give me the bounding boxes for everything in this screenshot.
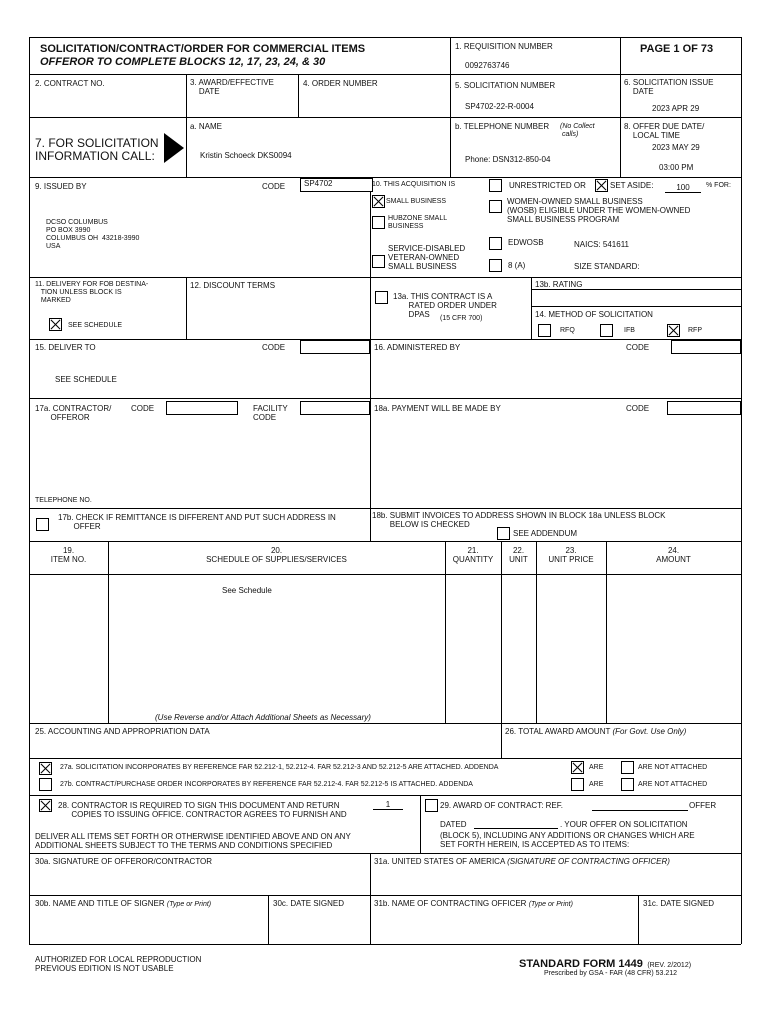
issued-code[interactable]: SP4702 [300,178,373,192]
rated-order-checkbox[interactable] [375,291,388,304]
requisition-label: 1. REQUISITION NUMBER [455,42,553,51]
rfp-label: RFP [688,327,702,334]
rfp-checkbox[interactable] [667,324,680,337]
contractor-sign-label: 28. CONTRACTOR IS REQUIRED TO SIGN THIS DOCUMENT AND RETURN COPIES TO ISSUING OFFICE. CONTRACTOR AGREES TO FURNISH AND [58,801,347,819]
col-header-quantity: 21. QUANTITY [452,546,494,564]
administered-code-field[interactable] [671,340,741,354]
hubzone-label: HUBZONE SMALL BUSINESS [388,215,448,230]
contractor-code-label: CODE [131,404,155,413]
size-standard-label: SIZE STANDARD: [574,262,640,271]
issue-date[interactable]: 2023 APR 29 [652,104,700,113]
method-label: 14. METHOD OF SOLICITATION [535,310,653,319]
deliver-items-label: DELIVER ALL ITEMS SET FORTH OR OTHERWISE IDENTIFIED ABOVE AND ON ANY ADDITIONAL SHEETS SUBJECT TO THE TERMS AND CONDITIONS SPECIFIED [35,832,351,850]
contract-no-label: 2. CONTRACT NO. [35,79,105,88]
contractor-code-field[interactable] [166,401,238,415]
wosb-label: WOMEN-OWNED SMALL BUSINESS (WOSB) ELIGIBLE UNDER THE WOMEN-OWNED SMALL BUSINESS PROGRAM [507,197,691,224]
sdvosb-checkbox[interactable] [372,255,385,268]
naics-code: NAICS: 541611 [574,240,629,249]
form-subtitle: OFFEROR TO COMPLETE BLOCKS 12, 17, 23, 24, & 30 [40,56,326,68]
delivery-fob-label: 11. DELIVERY FOR FOB DESTINA- TION UNLESS BLOCK IS MARKED [35,281,149,304]
ifb-label: IFB [624,327,635,334]
unrestricted-checkbox[interactable] [489,179,502,192]
hubzone-checkbox[interactable] [372,216,385,229]
prescribed-by: Prescribed by GSA - FAR (48 CFR) 53.212 [544,970,678,977]
telephone-number[interactable]: Phone: DSN312-850-04 [465,155,551,164]
deliver-code-field[interactable] [300,340,370,354]
standard-form-title: STANDARD FORM 1449 [519,958,643,970]
offer-due-label: 8. OFFER DUE DATE/ LOCAL TIME [624,122,705,140]
see-schedule-label: SEE SCHEDULE [68,322,123,329]
col-header-item-no: 19. ITEM NO. [50,546,87,564]
usa-signature-label: 31a. UNITED STATES OF AMERICA [374,857,505,866]
issued-code-label: CODE [262,182,286,191]
see-addendum-checkbox[interactable] [497,527,510,540]
wosb-checkbox[interactable] [489,200,502,213]
remittance-label: 17b. CHECK IF REMITTANCE IS DIFFERENT AND PUT SUCH ADDRESS IN OFFER [58,513,336,531]
27b-are-checkbox[interactable] [571,778,584,791]
block5-label: (BLOCK 5), INCLUDING ANY ADDITIONS OR CHANGES WHICH ARE SET FORTH HEREIN, IS ACCEPTED AS TO ITEMS: [440,831,695,849]
submit-invoices-label: 18b. SUBMIT INVOICES TO ADDRESS SHOWN IN BLOCK 18a UNLESS BLOCK BELOW IS CHECKED [372,511,666,529]
no-collect-note: (No Collect calls) [560,123,595,138]
set-aside-percent[interactable]: 100 [665,183,701,193]
col-header-schedule: 20. SCHEDULE OF SUPPLIES/SERVICES [206,546,347,564]
form-revision: (REV. 2/2012) [647,962,692,969]
issuer-address: DCSO COLUMBUS PO BOX 3990 COLUMBUS OH 43218-3990 USA [46,219,140,250]
schedule-see-schedule: See Schedule [222,586,272,595]
percent-for-label: % FOR: [706,182,731,189]
27a-are-checkbox[interactable] [571,761,584,774]
27b-are-not-checkbox[interactable] [621,778,634,791]
solicitation-info-label: 7. FOR SOLICITATION INFORMATION CALL: [35,136,159,163]
dated-line[interactable] [474,828,558,829]
award-contract-checkbox[interactable] [425,799,438,812]
page-count: PAGE 1 OF 73 [640,43,714,55]
acquisition-label: 10. THIS ACQUISITION IS [372,181,456,188]
offeror-signature-label: 30a. SIGNATURE OF OFFEROR/CONTRACTOR [35,857,213,866]
reproduction-note: AUTHORIZED FOR LOCAL REPRODUCTION PREVIOUS EDITION IS NOT USABLE [35,955,202,973]
administered-code-label: CODE [626,343,650,352]
dated-label: DATED [440,820,467,829]
unrestricted-label: UNRESTRICTED OR [509,181,586,190]
contractor-label: 17a. CONTRACTOR/ OFFEROR [35,404,112,422]
dpas-cfr-label: (15 CFR 700) [440,315,483,322]
payment-code-field[interactable] [667,401,741,415]
col-header-amount: 24. AMOUNT [656,546,691,564]
issued-by-label: 9. ISSUED BY [35,182,87,191]
contractor-sign-checkbox[interactable] [39,799,52,812]
27a-are-not-checkbox[interactable] [621,761,634,774]
small-business-label: SMALL BUSINESS [386,198,447,205]
administered-by-label: 16. ADMINISTERED BY [374,343,461,352]
solicitation-number-label: 5. SOLICITATION NUMBER [455,81,556,90]
accounting-label: 25. ACCOUNTING AND APPROPRIATION DATA [35,727,210,736]
telephone-no-label: TELEPHONE NO. [35,497,92,504]
officer-name-label: 31b. NAME OF CONTRACTING OFFICER [374,899,527,908]
edwosb-checkbox[interactable] [489,237,502,250]
27a-are-not-label: ARE NOT ATTACHED [638,764,708,771]
discount-terms-label: 12. DISCOUNT TERMS [190,281,276,290]
officer-date-signed-label: 31c. DATE SIGNED [643,899,714,908]
contracting-officer-note: (SIGNATURE OF CONTRACTING OFFICER) [507,857,670,866]
set-aside-label: SET ASIDE: [610,181,654,190]
rating-label: 13b. RATING [535,280,583,289]
arrow-right-icon [164,133,186,163]
contact-name-label: a. NAME [190,122,223,131]
officer-type-print-note: (Type or Print) [528,901,573,908]
27b-are-not-label: ARE NOT ATTACHED [638,781,708,788]
contact-name[interactable]: Kristin Schoeck DKS0094 [200,151,292,160]
your-offer-label: . YOUR OFFER ON SOLICITATION [560,820,688,829]
27a-are-label: ARE [589,764,604,771]
deliver-to-label: 15. DELIVER TO [35,343,96,352]
copies-count[interactable]: 1 [373,800,403,810]
eight-a-checkbox[interactable] [489,259,502,272]
offer-due-time[interactable]: 03:00 PM [659,163,694,172]
27b-are-label: ARE [589,781,604,788]
clause-27b-label: 27b. CONTRACT/PURCHASE ORDER INCORPORATES BY REFERENCE FAR 52.212-4. FAR 52.212-5 IS ATTACHED. ADDENDA [60,781,473,788]
clause-27a-checkbox[interactable] [39,762,52,775]
offeror-date-signed-label: 30c. DATE SIGNED [273,899,344,908]
sdvosb-label: SERVICE-DISABLED VETERAN-OWNED SMALL BUSINESS [388,244,466,271]
deliver-see-schedule: SEE SCHEDULE [55,375,117,384]
total-award-label: 26. TOTAL AWARD AMOUNT [505,727,611,736]
set-aside-checkbox[interactable] [595,179,608,192]
col-header-unit-price: 23. UNIT PRICE [548,546,594,564]
telephone-label: b. TELEPHONE NUMBER [455,122,550,131]
govt-use-note: (For Govt. Use Only) [612,727,687,736]
facility-code-label: FACILITY CODE [253,404,288,422]
signer-name-label: 30b. NAME AND TITLE OF SIGNER [35,899,165,908]
requisition-number[interactable]: 0092763746 [465,61,510,70]
offer-label: OFFER [689,801,717,810]
see-addendum-label: SEE ADDENDUM [513,529,578,538]
rfq-label: RFQ [560,327,575,334]
clause-27b-checkbox[interactable] [39,778,52,791]
order-number-label: 4. ORDER NUMBER [303,79,378,88]
facility-code-field[interactable] [300,401,370,415]
type-print-note: (Type or Print) [166,901,212,908]
offer-due-date[interactable]: 2023 MAY 29 [652,143,700,152]
eight-a-label: 8 (A) [508,261,526,270]
deliver-code-label: CODE [262,343,286,352]
award-date-label: 3. AWARD/EFFECTIVE DATE [190,78,274,96]
issue-date-label: 6. SOLICITATION ISSUE DATE [624,78,714,96]
ifb-checkbox[interactable] [600,324,613,337]
payment-code-label: CODE [626,404,650,413]
small-business-checkbox[interactable] [372,195,385,208]
col-header-unit: 22. UNIT [509,546,528,564]
rated-order-label: 13a. THIS CONTRACT IS A RATED ORDER UNDER DPAS [393,292,497,319]
award-ref-line[interactable] [592,810,688,811]
see-schedule-checkbox[interactable] [49,318,62,331]
solicitation-number[interactable]: SP4702-22-R-0004 [465,102,534,111]
rfq-checkbox[interactable] [538,324,551,337]
edwosb-label: EDWOSB [508,238,544,247]
reverse-sheets-note: (Use Reverse and/or Attach Additional Sheets as Necessary) [155,713,371,722]
award-contract-label: 29. AWARD OF CONTRACT: REF. [440,801,563,810]
clause-27a-label: 27a. SOLICITATION INCORPORATES BY REFERENCE FAR 52.212-1, 52.212-4. FAR 52.212-3 AND 52.212-5 ARE ATTACHED. ADDENDA [60,764,499,771]
remittance-checkbox[interactable] [36,518,49,531]
form-title: SOLICITATION/CONTRACT/ORDER FOR COMMERCIAL ITEMS [40,43,366,55]
payment-label: 18a. PAYMENT WILL BE MADE BY [374,404,501,413]
